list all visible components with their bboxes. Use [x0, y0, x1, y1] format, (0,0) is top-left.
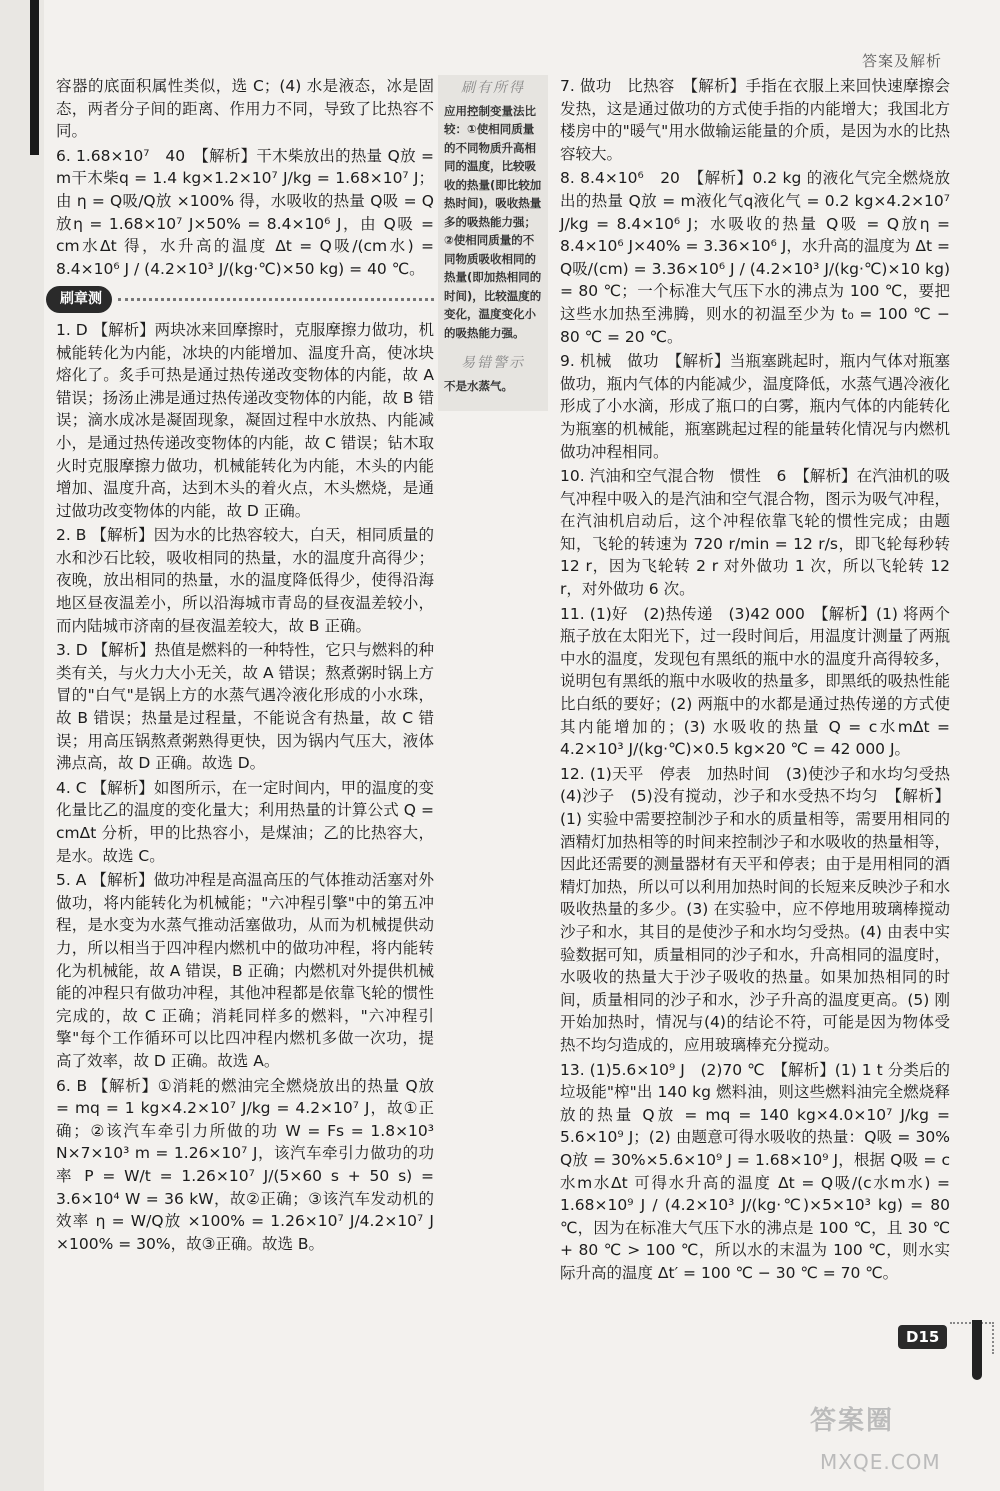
warning-block: [444, 354, 542, 395]
page-curl: [972, 1320, 982, 1380]
answer-item-2: 2. B 【解析】因为水的比热容较大，白天，相同质量的水和沙石比较，吸收相同的热量，水的温度升高得少；夜晚，放出相同的热量，水的温度降低得少，使得沿海地区昼夜温差小，所以沿海城市青岛的昼夜温差较小，而内陆城市济南的昼夜温差较大，故 B 正确。: [56, 526, 434, 635]
answer-item-1: 1. D 【解析】两块冰来回摩擦时，克服摩擦力做功，机械能转化为内能，冰块的内能增加、温度升高，使冰块熔化了。炙手可热是通过热传递改变物体的内能，故 A 错误；扬汤止沸是通过热传递改变物体的内能，故 B 错误；滴水成冰是凝固现象，凝固过程中水放热、内能减小，是通过热传递改变物体的内能，故 C 错误；钻木取火时克服摩擦力做功，机械能转化为内能，木头的内能增加、温度升高，达到木头的着火点，木头燃烧，是通过做功改变物体的内能，故 D 正确。: [56, 320, 434, 520]
watermark-url: MXQE.COM: [820, 1450, 941, 1474]
answer-item-6-prev: 6. 1.68×10⁷ 40 【解析】干木柴放出的热量 Q放 = m干木柴q = 1.4 kg×1.2×10⁷ J/kg = 1.68×10⁷ J；由 η = Q吸/Q放 ×100% 得，水吸收的热量 Q吸 = Q放η = 1.68×10⁷ J×50% = 8.4×10⁶ J，由 Q吸 = cm水Δt 得，水升高的温度 Δt = Q吸/(cm水) = 8.4×10⁶ J / (4.2×10³ J/(kg·℃)×50 kg) = 40 ℃。: [56, 146, 434, 278]
answer-item-9: 9. 机械 做功 【解析】当瓶塞跳起时，瓶内气体对瓶塞做功，瓶内气体的内能减少，温度降低，水蒸气遇冷液化形成了小水滴，形成了瓶口的白雾，瓶内气体的内能转化为瓶塞的机械能，瓶塞跳起过程的能量转化情况与内燃机做功冲程相同。: [560, 352, 950, 461]
left-column: [56, 75, 434, 1257]
section-badge: 刷章测: [46, 286, 112, 313]
warning-title: 易错警示: [461, 355, 525, 371]
answer-item-11: 11. (1)好 (2)热传递 (3)42 000 【解析】(1) 将两个瓶子放在太阳光下，过一段时间后，用温度计测量了两瓶中水的温度，发现包有黑纸的瓶中水的温度升高得较多，说明包有黑纸的瓶中水吸收的热量多，即黑纸的吸热性能比白纸的要好；(2) 两瓶中的水都是通过热传递的方式使其内能增加的；(3) 水吸收的热量 Q = c水mΔt = 4.2×10³ J/(kg·℃)×0.5 kg×20 ℃ = 42 000 J。: [560, 604, 950, 759]
tip-text: 应用控制变量法比较：①使相同质量的不同物质升高相同的温度，比较吸收的热量(即比较加热时间)，吸收热量多的吸热能力强；②使相同质量的不同物质吸收相同的热量(即加热相同的时间)，比较温度的变化，温度变化小的吸热能力强。: [444, 103, 542, 340]
page-header: 答案及解析: [861, 52, 942, 70]
answer-item-8: 8. 8.4×10⁶ 20 【解析】0.2 kg 的液化气完全燃烧放出的热量 Q放 = m液化气q液化气 = 0.2 kg×4.2×10⁷ J/kg = 8.4×10⁶ J；水吸收的热量 Q吸 = Q放η = 8.4×10⁶ J×40% = 3.36×10⁶ J，水升高的温度为 Δt = Q吸/(cm) = 3.36×10⁶ J / (4.2×10³ J/(kg·℃)×10 kg) = 80 ℃；一个标准大气压下水的沸点为 100 ℃，要把这些水加热至沸腾，则水的初温至少为 t₀ = 100 ℃ − 80 ℃ = 20 ℃。: [560, 169, 950, 346]
spine-bar: [30, 0, 39, 155]
tip-title: 刷有所得: [461, 80, 525, 96]
answer-item-7: 7. 做功 比热容 【解析】手指在衣服上来回快速摩擦会发热，这是通过做功的方式使手指的内能增大；我国北方楼房中的"暖气"用水做输运能量的介质，是因为水的比热容较大。: [560, 77, 950, 163]
answer-item-4: 4. C 【解析】如图所示，在一定时间内，甲的温度的变化量比乙的温度的变化量大；利用热量的计算公式 Q = cmΔt 分析，甲的比热容小，是煤油；乙的比热容大，是水。故选 C。: [56, 778, 434, 865]
answer-item-5: 5. A 【解析】做功冲程是高温高压的气体推动活塞对外做功，将内能转化为机械能；"六冲程引擎"中的第五冲程，是水变为水蒸气推动活塞做功，从而为机械提供动力，所以相当于四冲程内燃机中的做功冲程，将内能转化为机械能，故 A 错误，B 正确；内燃机对外提供机械能的冲程只有做功冲程，其他冲程都是依靠飞轮的惯性完成的，故 C 正确；消耗同样多的燃料，"六冲程引擎"每个工作循环可以比四冲程内燃机多做一次功，提高了效率，故 D 正确。故选 A。: [56, 871, 434, 1070]
left-intro-text: 容器的底面积属性类似，选 C；(4) 水是液态，冰是固态，两者分子间的距离、作用力不同，导致了比热容不同。: [56, 77, 434, 141]
answer-item-3: 3. D 【解析】热值是燃料的一种特性，它只与燃料的种类有关，与火力大小无关，故 A 错误；熬煮粥时锅上方冒的"白气"是锅上方的水蒸气遇冷液化形成的小水珠，故 B 错误；热量是过程量，不能说含有热量，故 C 错误；用高压锅熬煮粥熟得更快，因为锅内气压大，液体沸点高，故 D 正确。故选 D。: [56, 641, 434, 773]
answer-item-6: 6. B 【解析】①消耗的燃油完全燃烧放出的热量 Q放 = mq = 1 kg×4.2×10⁷ J/kg = 4.2×10⁷ J，故①正确；②该汽车牵引力所做的功 W = Fs = 1.8×10³ N×7×10³ m = 1.26×10⁷ J，该汽车牵引力做功的功率 P = W/t = 1.26×10⁷ J/(5×60 s + 50 s) = 3.6×10⁴ W = 36 kW，故②正确；③该汽车发动机的效率 η = W/Q放 ×100% = 1.26×10⁷ J/4.2×10⁷ J ×100% = 30%，故③正确。故选 B。: [56, 1076, 434, 1253]
section-divider: [118, 298, 434, 301]
answer-item-10: 10. 汽油和空气混合物 惯性 6 【解析】在汽油机的吸气冲程中吸入的是汽油和空气混合物，图示为吸气冲程，在汽油机启动后，这个冲程依靠飞轮的惯性完成；由题知，飞轮的转速为 720 r/min = 12 r/s，即飞轮每秒转 12 r，因为飞轮转 2 r 对外做功 1 次，所以飞轮转 12 r，对外做功 6 次。: [560, 467, 950, 599]
answer-item-12: 12. (1)天平 停表 加热时间 (3)使沙子和水均匀受热 (4)沙子 (5)没有搅动，沙子和水受热不均匀 【解析】(1) 实验中需要控制沙子和水的质量相等，需要用相同的酒精灯加热相等的时间来控制沙子和水吸收的热量相等，因此还需要的测量器材有天平和停表；由于是用相同的酒精灯加热，所以可以利用加热时间的长短来反映沙子和水吸收热量的多少。(3) 在实验中，应不停地用玻璃棒搅动沙子和水，其目的是使沙子和水均匀受热。(4) 由表中实验数据可知，质量相同的沙子和水，升高相同的温度时，水吸收的热量大于沙子吸收的热量。如果加热相同的时间，质量相同的沙子和水，沙子升高的温度更高。(5) 刚开始加热时，情况与(4)的结论不符，可能是因为物体受热不均匀造成的，应用玻璃棒充分搅动。: [560, 764, 966, 1054]
right-column: [560, 75, 966, 1286]
warning-text: 不是水蒸气。: [444, 378, 513, 393]
page-number: D15: [898, 1325, 947, 1349]
sidebar-notes: [438, 75, 548, 411]
book-spine: [0, 0, 44, 1491]
section-header: [46, 286, 434, 313]
answer-item-13: 13. (1)5.6×10⁹ J (2)70 ℃ 【解析】(1) 1 t 分类后的垃圾能"榨"出 140 kg 燃料油，则这些燃料油完全燃烧释放的热量 Q放 = mq = 140 kg×4.0×10⁷ J/kg = 5.6×10⁹ J；(2) 由题意可得水吸收的热量：Q吸 = 30% Q放 = 30%×5.6×10⁹ J = 1.68×10⁹ J，根据 Q吸 = c水m水Δt 可得水升高的温度 Δt = Q吸/(c水m水) = 1.68×10⁹ J / (4.2×10³ J/(kg·℃)×5×10³ kg) = 80 ℃，因为在标准大气压下水的沸点是 100 ℃，且 30 ℃ + 80 ℃ > 100 ℃，所以水的末温为 100 ℃，则水实际升高的温度 Δt′ = 100 ℃ − 30 ℃ = 70 ℃。: [560, 1060, 950, 1282]
watermark-logo: 答案圈: [810, 1406, 895, 1436]
tip-block: [444, 79, 542, 342]
